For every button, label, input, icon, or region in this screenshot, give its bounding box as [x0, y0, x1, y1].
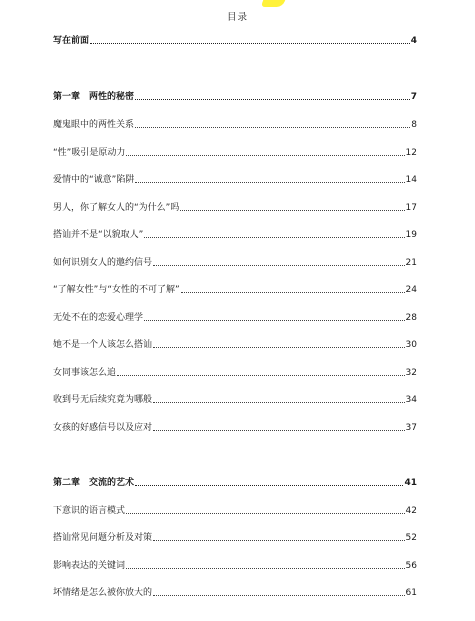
toc-entry-page: 42: [405, 506, 417, 516]
toc-entry-label: 收到号无后续究竟为哪般: [53, 395, 153, 405]
toc-entry[interactable]: [53, 33, 417, 47]
toc-entry[interactable]: [53, 282, 417, 296]
toc-entry-page: 24: [405, 285, 417, 295]
highlighter-mark: [261, 0, 286, 7]
toc-entry-label: 魔鬼眼中的两性关系: [53, 120, 135, 130]
toc-entry-page: 21: [405, 258, 417, 268]
toc-entry[interactable]: [53, 255, 417, 269]
dot-leader: [117, 374, 405, 376]
toc-entry-label: 女同事该怎么追: [53, 368, 117, 378]
dot-leader: [135, 98, 410, 100]
toc-entry-page: 56: [405, 561, 417, 571]
toc-entry-label: “了解女性”与“女性的不可了解”: [53, 285, 180, 295]
toc-entry[interactable]: [53, 475, 417, 489]
toc-entry-page: 30: [405, 340, 417, 350]
dot-leader: [153, 539, 405, 541]
dot-leader: [135, 181, 404, 183]
toc-entry[interactable]: [53, 89, 417, 103]
toc-entry-page: 37: [405, 423, 417, 433]
toc-entry[interactable]: [53, 392, 417, 406]
toc-entry-page: 14: [405, 175, 417, 185]
dot-leader: [180, 209, 404, 211]
dot-leader: [144, 319, 405, 321]
dot-leader: [126, 512, 405, 514]
toc-entry[interactable]: [53, 200, 417, 214]
dot-leader: [153, 429, 405, 431]
dot-leader: [153, 594, 405, 596]
dot-leader: [135, 126, 410, 128]
toc-entry[interactable]: [53, 558, 417, 572]
toc-entry-label: 影响表达的关键词: [53, 561, 126, 571]
toc-entry-label: 搭讪常见问题分析及对策: [53, 533, 153, 543]
toc-entry-page: 4: [410, 36, 417, 46]
dot-leader: [153, 401, 405, 403]
toc-entry-label: 女孩的好感信号以及应对: [53, 423, 153, 433]
toc-entry[interactable]: [53, 585, 417, 599]
toc-entry-label: 无处不在的恋爱心理学: [53, 313, 144, 323]
toc-entry[interactable]: [53, 145, 417, 159]
dot-leader: [153, 264, 405, 266]
dot-leader: [90, 42, 410, 44]
toc-entry[interactable]: [53, 365, 417, 379]
toc-entry-page: 12: [405, 148, 417, 158]
toc-entry-label: “性”吸引是原动力: [53, 148, 126, 158]
toc-entry-page: 28: [405, 313, 417, 323]
dot-leader: [153, 346, 405, 348]
toc-entry-label: 写在前面: [53, 36, 90, 46]
dot-leader: [144, 236, 404, 238]
toc-entry-label: 男人，你了解女人的“为什么”吗: [53, 203, 180, 213]
toc-entry-label: 下意识的语言模式: [53, 506, 126, 516]
toc-entry-page: 32: [405, 368, 417, 378]
dot-leader: [135, 484, 403, 486]
dot-leader: [126, 567, 405, 569]
toc-entry-page: 17: [405, 203, 417, 213]
toc-entry[interactable]: [53, 503, 417, 517]
toc-entry-page: 41: [404, 478, 417, 488]
toc-entry[interactable]: [53, 227, 417, 241]
toc-entry-page: 19: [405, 230, 417, 240]
toc-entry-label: 爱情中的“诚意”陷阱: [53, 175, 135, 185]
toc-entry[interactable]: [53, 530, 417, 544]
toc-entry[interactable]: [53, 420, 417, 434]
toc-entry[interactable]: [53, 310, 417, 324]
toc-entry[interactable]: [53, 337, 417, 351]
toc-entry-page: 34: [405, 395, 417, 405]
dot-leader: [181, 291, 405, 293]
toc-entry-label: 第一章 两性的秘密: [53, 92, 135, 102]
toc-entry-label: 她不是一个人该怎么搭讪: [53, 340, 153, 350]
toc-entry-label: 搭讪并不是“以貌取人”: [53, 230, 144, 240]
toc-entry-page: 8: [411, 120, 417, 130]
toc-entry-label: 如何识别女人的邀约信号: [53, 258, 153, 268]
toc-entry[interactable]: [53, 172, 417, 186]
toc-entry-page: 7: [410, 92, 417, 102]
dot-leader: [126, 154, 404, 156]
toc-title: 目录: [226, 12, 248, 23]
toc-entry-page: 52: [405, 533, 417, 543]
toc-entry-label: 坏情绪是怎么被你放大的: [53, 588, 153, 598]
toc-entry[interactable]: [53, 117, 417, 131]
toc-entry-page: 61: [405, 588, 417, 598]
toc-entry-label: 第二章 交流的艺术: [53, 478, 135, 488]
